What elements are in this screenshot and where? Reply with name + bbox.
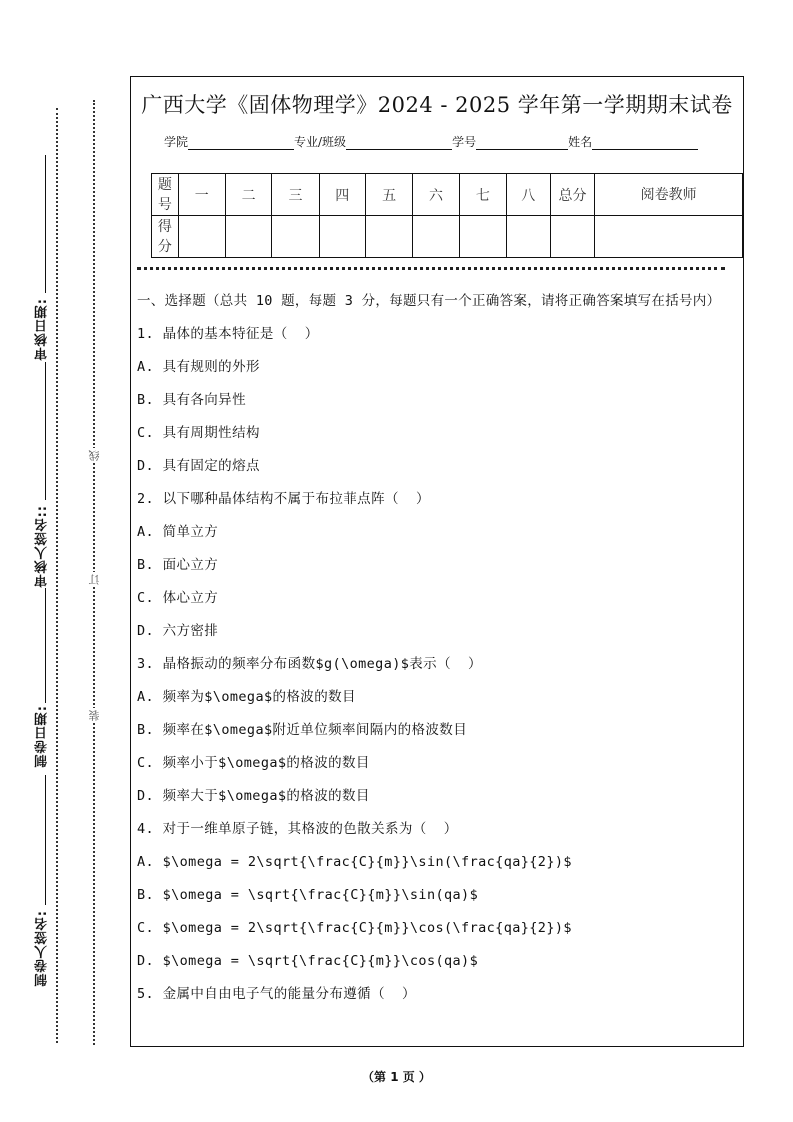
exam-date-line: [45, 588, 46, 703]
review-date-label: 审核日期:: [35, 298, 50, 361]
reviewer-signature-line: [45, 362, 46, 500]
reviewer-signature-label: 审核人签名::: [35, 505, 50, 588]
dotted-separator: [137, 267, 725, 270]
review-date-line: [45, 155, 46, 293]
question-2-option-a: A. 简单立方: [137, 524, 219, 540]
question-4-option-d: D. $\omega = \sqrt{\frac{C}{m}}\cos(qa)$: [137, 953, 479, 969]
question-1-option-a: A. 具有规则的外形: [137, 359, 260, 375]
score-row-header: 得分: [152, 216, 179, 258]
exam-date-label: 制卷日期:: [35, 705, 50, 768]
exam-frame: [130, 76, 744, 1047]
exam-maker-signature-label: 制卷人签名:: [35, 910, 50, 987]
question-4-option-c: C. $\omega = 2\sqrt{\frac{C}{m}}\cos(\frac{qa}{2})$: [137, 920, 572, 936]
score-cell-6[interactable]: [413, 216, 459, 258]
college-label: 学院: [164, 135, 189, 149]
student-id-field[interactable]: [476, 135, 568, 150]
name-field[interactable]: [592, 135, 698, 150]
major-class-field[interactable]: [346, 135, 452, 150]
section-multiple-choice: [137, 290, 733, 1016]
exam-maker-signature-line: [45, 775, 46, 905]
question-1-stem: 1. 晶体的基本特征是（ ）: [137, 326, 319, 342]
question-3-option-c: C. 频率小于$\omega$的格波的数目: [137, 755, 370, 771]
question-4-stem: 4. 对于一维单原子链，其格波的色散关系为（ ）: [137, 821, 458, 837]
name-label: 姓名: [568, 135, 593, 149]
question-number-header: 题号: [152, 174, 179, 216]
score-cell-grader[interactable]: [595, 216, 743, 258]
page-number: （第 1 页 ）: [362, 1070, 431, 1084]
student-id-label: 学号: [452, 135, 477, 149]
col-header-7: 七: [459, 174, 506, 216]
question-3-option-a: A. 频率为$\omega$的格波的数目: [137, 689, 356, 705]
inner-dotted-line: [56, 108, 58, 1043]
score-row: [152, 216, 743, 258]
col-header-4: 四: [319, 174, 365, 216]
question-5-stem: 5. 金属中自由电子气的能量分布遵循（ ）: [137, 986, 416, 1002]
question-3-stem: 3. 晶格振动的频率分布函数$g(\omega)$表示（ ）: [137, 656, 482, 672]
major-class-label: 专业/班级: [294, 135, 347, 149]
exam-title: 广西大学《固体物理学》2024 - 2025 学年第一学期期末试卷: [141, 93, 733, 117]
question-1-option-c: C. 具有周期性结构: [137, 425, 260, 441]
question-2-option-d: D. 六方密排: [137, 623, 219, 639]
score-cell-4[interactable]: [319, 216, 365, 258]
col-header-2: 二: [225, 174, 271, 216]
binding-char-line: 线: [88, 450, 101, 461]
question-2-stem: 2. 以下哪种晶体结构不属于布拉菲点阵（ ）: [137, 491, 430, 507]
question-1-option-d: D. 具有固定的熔点: [137, 458, 260, 474]
binding-margin: [0, 0, 128, 1122]
question-3-option-b: B. 频率在$\omega$附近单位频率间隔内的格波数目: [137, 722, 468, 738]
col-header-8: 八: [506, 174, 550, 216]
binding-char-bind: 装: [88, 710, 101, 721]
col-header-5: 五: [366, 174, 413, 216]
question-number-row: [152, 174, 743, 216]
question-4-option-b: B. $\omega = \sqrt{\frac{C}{m}}\sin(qa)$: [137, 887, 479, 903]
col-header-1: 一: [178, 174, 225, 216]
score-cell-8[interactable]: [506, 216, 550, 258]
score-table: [151, 173, 743, 258]
col-header-total: 总分: [550, 174, 595, 216]
score-cell-2[interactable]: [225, 216, 271, 258]
score-cell-3[interactable]: [272, 216, 319, 258]
question-4-option-a: A. $\omega = 2\sqrt{\frac{C}{m}}\sin(\frac{qa}{2})$: [137, 854, 572, 870]
question-3-option-d: D. 频率大于$\omega$的格波的数目: [137, 788, 370, 804]
question-2-option-c: C. 体心立方: [137, 590, 219, 606]
score-cell-7[interactable]: [459, 216, 506, 258]
col-header-6: 六: [413, 174, 459, 216]
col-header-3: 三: [272, 174, 319, 216]
college-field[interactable]: [188, 135, 294, 150]
section-instructions: 一、选择题（总共 10 题，每题 3 分，每题只有一个正确答案，请将正确答案填写在括号内）: [137, 293, 721, 309]
question-1-option-b: B. 具有各向异性: [137, 392, 246, 408]
binding-char-staple: 订: [88, 574, 101, 585]
score-cell-5[interactable]: [366, 216, 413, 258]
score-cell-total[interactable]: [550, 216, 595, 258]
student-info-row: [164, 133, 698, 150]
col-header-grader: 阅卷教师: [595, 174, 743, 216]
question-2-option-b: B. 面心立方: [137, 557, 219, 573]
score-cell-1[interactable]: [178, 216, 225, 258]
